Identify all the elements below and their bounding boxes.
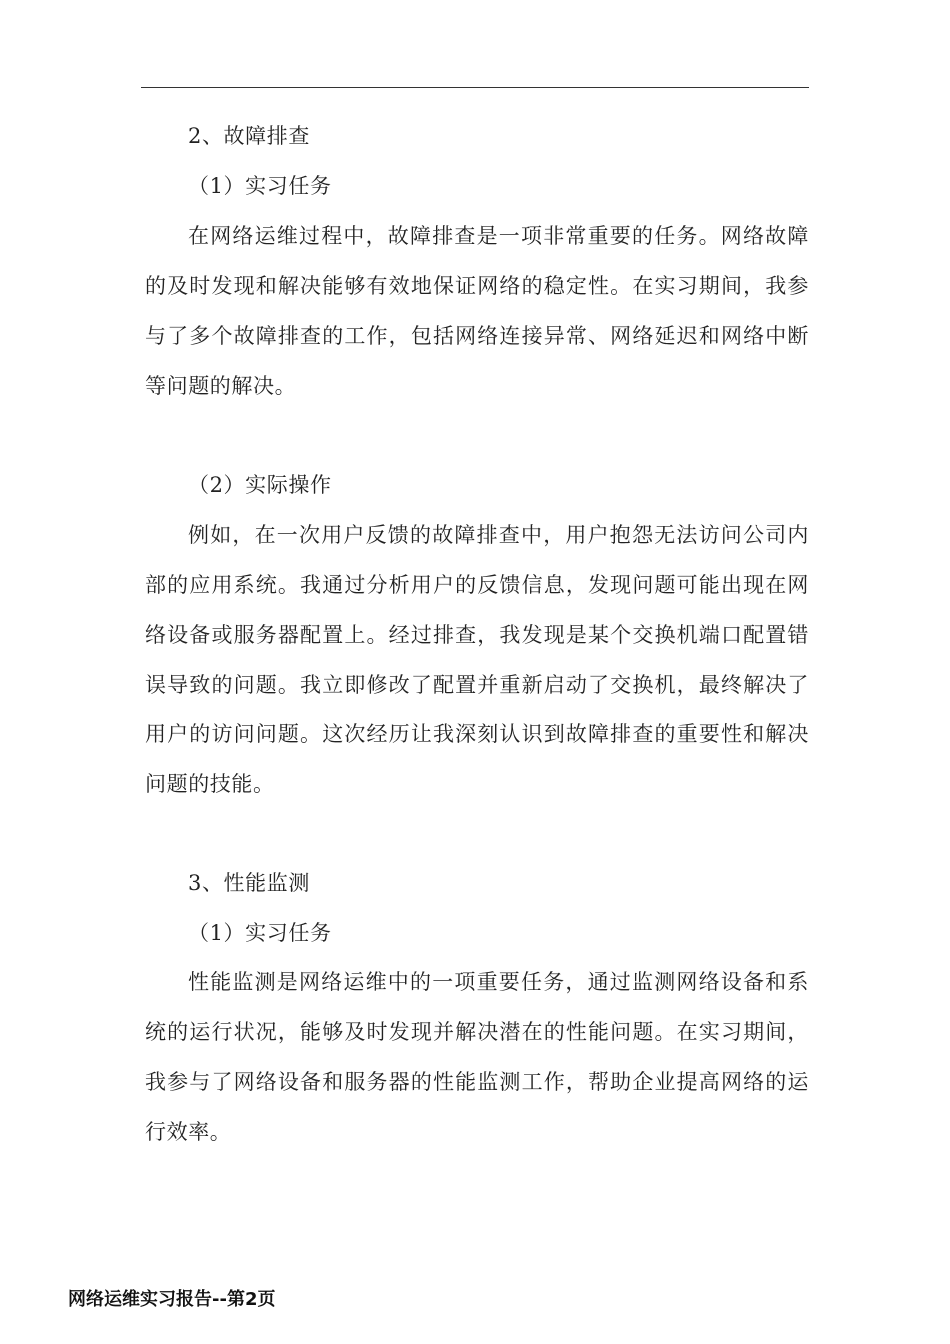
paragraph-line: 性能监测是网络运维中的一项重要任务，通过监测网络设备和系 xyxy=(188,970,809,994)
header-rule xyxy=(141,87,809,88)
subheading-internship-task: （1）实习任务 xyxy=(188,921,332,945)
paragraph-line: 行效率。 xyxy=(145,1120,232,1144)
paragraph-line: 在网络运维过程中，故障排查是一项非常重要的任务。网络故障 xyxy=(188,224,809,248)
paragraph-line: 例如，在一次用户反馈的故障排查中，用户抱怨无法访问公司内 xyxy=(188,523,809,547)
paragraph-line: 络设备或服务器配置上。经过排查，我发现是某个交换机端口配置错 xyxy=(145,623,809,647)
section-heading-performance-monitoring: 3、性能监测 xyxy=(188,871,310,895)
paragraph-line: 部的应用系统。我通过分析用户的反馈信息，发现问题可能出现在网 xyxy=(145,573,809,597)
section-heading-fault-troubleshooting: 2、故障排查 xyxy=(188,124,310,148)
paragraph-line: 用户的访问问题。这次经历让我深刻认识到故障排查的重要性和解决 xyxy=(145,722,809,746)
paragraph-line: 等问题的解决。 xyxy=(145,374,297,398)
subheading-internship-task: （1）实习任务 xyxy=(188,174,332,198)
subheading-practical-operation: （2）实际操作 xyxy=(188,473,332,497)
paragraph-line: 与了多个故障排查的工作，包括网络连接异常、网络延迟和网络中断 xyxy=(145,324,809,348)
page-footer: 网络运维实习报告--第2页 xyxy=(68,1289,276,1310)
paragraph-line: 问题的技能。 xyxy=(145,772,275,796)
paragraph-line: 的及时发现和解决能够有效地保证网络的稳定性。在实习期间，我参 xyxy=(145,274,809,298)
paragraph-line: 统的运行状况，能够及时发现并解决潜在的性能问题。在实习期间， xyxy=(145,1020,809,1044)
paragraph-line: 我参与了网络设备和服务器的性能监测工作，帮助企业提高网络的运 xyxy=(145,1070,809,1094)
paragraph-line: 误导致的问题。我立即修改了配置并重新启动了交换机，最终解决了 xyxy=(145,673,809,697)
